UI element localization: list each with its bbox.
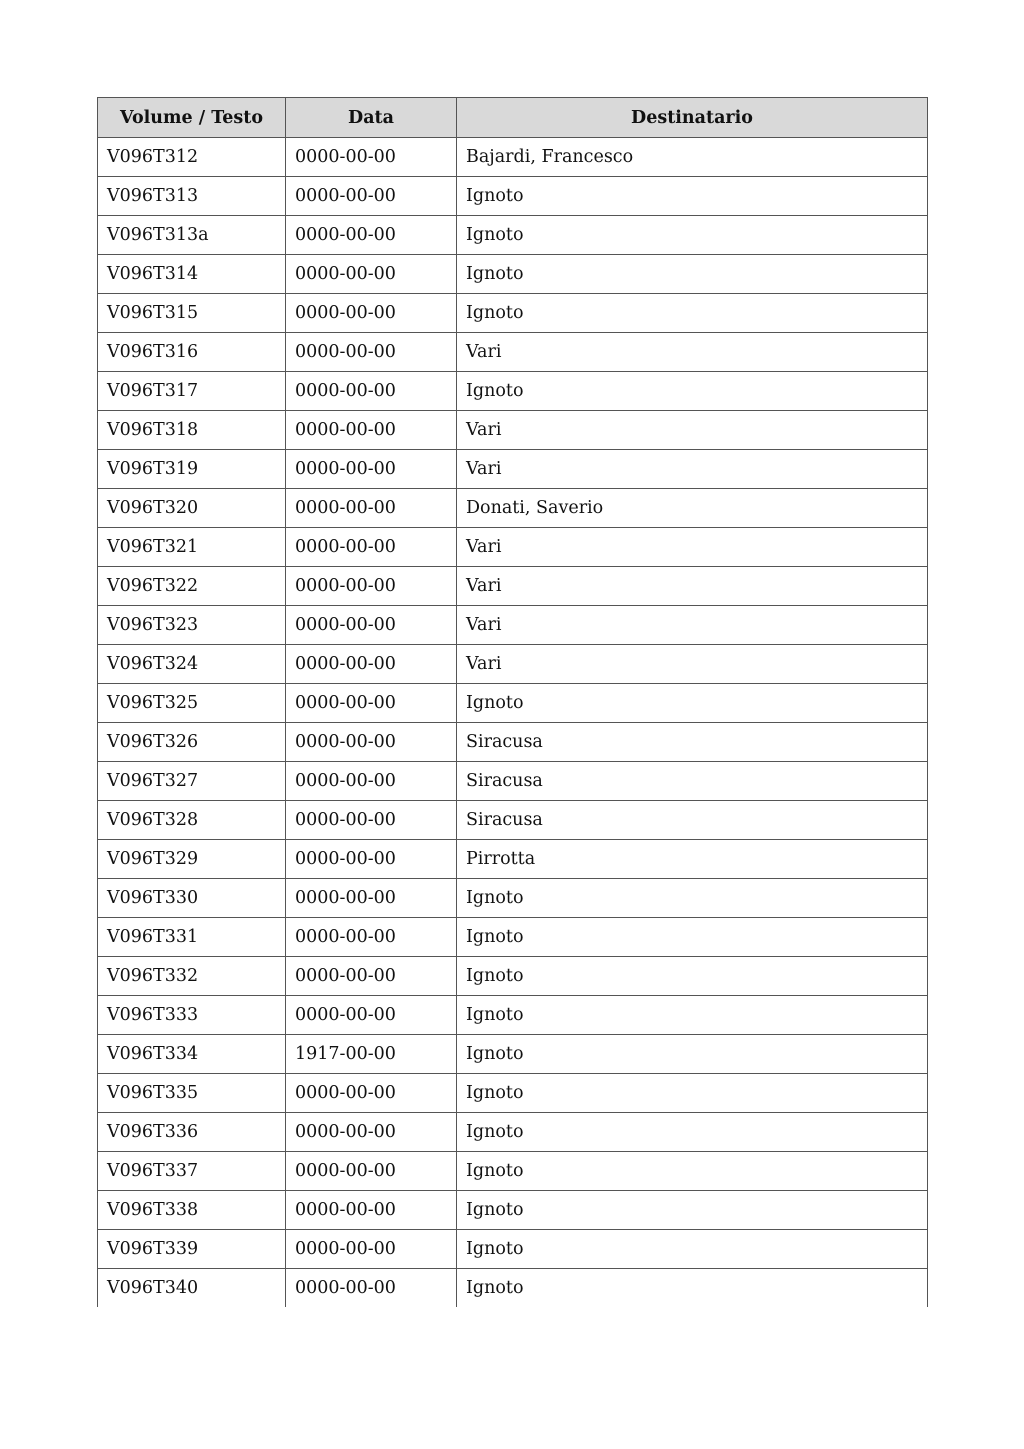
cell-data: 0000-00-00	[286, 723, 457, 762]
cell-data: 0000-00-00	[286, 567, 457, 606]
cell-volume-testo: V096T313a	[98, 216, 286, 255]
cell-destinatario: Ignoto	[457, 1074, 928, 1113]
cell-destinatario: Ignoto	[457, 294, 928, 333]
cell-data: 0000-00-00	[286, 801, 457, 840]
table-row	[98, 255, 928, 294]
cell-data: 0000-00-00	[286, 489, 457, 528]
cell-data: 0000-00-00	[286, 879, 457, 918]
table-row	[98, 1269, 928, 1308]
column-header-volume-testo: Volume / Testo	[98, 98, 286, 138]
cell-destinatario: Vari	[457, 450, 928, 489]
table-row	[98, 567, 928, 606]
cell-data: 0000-00-00	[286, 996, 457, 1035]
cell-data: 0000-00-00	[286, 177, 457, 216]
cell-volume-testo: V096T314	[98, 255, 286, 294]
cell-data: 0000-00-00	[286, 1152, 457, 1191]
cell-destinatario: Ignoto	[457, 216, 928, 255]
table-row	[98, 801, 928, 840]
table-row	[98, 606, 928, 645]
cell-destinatario: Ignoto	[457, 996, 928, 1035]
table-row	[98, 294, 928, 333]
cell-data: 0000-00-00	[286, 528, 457, 567]
cell-volume-testo: V096T323	[98, 606, 286, 645]
table-row	[98, 645, 928, 684]
cell-destinatario: Ignoto	[457, 1269, 928, 1308]
cell-volume-testo: V096T321	[98, 528, 286, 567]
table-row	[98, 1035, 928, 1074]
cell-volume-testo: V096T328	[98, 801, 286, 840]
cell-volume-testo: V096T334	[98, 1035, 286, 1074]
cell-data: 0000-00-00	[286, 333, 457, 372]
cell-destinatario: Ignoto	[457, 1230, 928, 1269]
cell-volume-testo: V096T339	[98, 1230, 286, 1269]
table-row	[98, 918, 928, 957]
cell-data: 0000-00-00	[286, 762, 457, 801]
cell-destinatario: Ignoto	[457, 918, 928, 957]
table-row	[98, 333, 928, 372]
cell-destinatario: Bajardi, Francesco	[457, 138, 928, 177]
cell-destinatario: Ignoto	[457, 177, 928, 216]
table-header	[98, 98, 928, 138]
table-row	[98, 450, 928, 489]
cell-data: 0000-00-00	[286, 918, 457, 957]
cell-data: 0000-00-00	[286, 684, 457, 723]
cell-destinatario: Ignoto	[457, 1113, 928, 1152]
table-body	[98, 138, 928, 1308]
cell-destinatario: Vari	[457, 333, 928, 372]
cell-data: 0000-00-00	[286, 1269, 457, 1308]
cell-data: 0000-00-00	[286, 1113, 457, 1152]
cell-data: 0000-00-00	[286, 138, 457, 177]
cell-destinatario: Siracusa	[457, 801, 928, 840]
cell-destinatario: Donati, Saverio	[457, 489, 928, 528]
cell-volume-testo: V096T330	[98, 879, 286, 918]
table-row	[98, 1113, 928, 1152]
table-row	[98, 879, 928, 918]
cell-data: 0000-00-00	[286, 1074, 457, 1113]
cell-volume-testo: V096T313	[98, 177, 286, 216]
table-row	[98, 1152, 928, 1191]
cell-volume-testo: V096T331	[98, 918, 286, 957]
cell-destinatario: Ignoto	[457, 684, 928, 723]
cell-data: 0000-00-00	[286, 645, 457, 684]
cell-volume-testo: V096T324	[98, 645, 286, 684]
cell-volume-testo: V096T312	[98, 138, 286, 177]
table-row	[98, 996, 928, 1035]
column-header-data: Data	[286, 98, 457, 138]
cell-destinatario: Ignoto	[457, 957, 928, 996]
table-row	[98, 138, 928, 177]
cell-data: 0000-00-00	[286, 606, 457, 645]
cell-volume-testo: V096T326	[98, 723, 286, 762]
table-row	[98, 684, 928, 723]
cell-destinatario: Ignoto	[457, 1152, 928, 1191]
table-row	[98, 723, 928, 762]
cell-destinatario: Ignoto	[457, 372, 928, 411]
cell-destinatario: Ignoto	[457, 255, 928, 294]
cell-volume-testo: V096T336	[98, 1113, 286, 1152]
cell-destinatario: Pirrotta	[457, 840, 928, 879]
table-row	[98, 216, 928, 255]
cell-volume-testo: V096T340	[98, 1269, 286, 1308]
cell-volume-testo: V096T315	[98, 294, 286, 333]
cell-data: 0000-00-00	[286, 216, 457, 255]
cell-destinatario: Ignoto	[457, 879, 928, 918]
cell-destinatario: Vari	[457, 606, 928, 645]
cell-data: 0000-00-00	[286, 411, 457, 450]
cell-destinatario: Vari	[457, 645, 928, 684]
cell-destinatario: Vari	[457, 411, 928, 450]
header-row	[98, 98, 928, 138]
cell-destinatario: Vari	[457, 528, 928, 567]
cell-data: 0000-00-00	[286, 1191, 457, 1230]
cell-data: 0000-00-00	[286, 294, 457, 333]
table-row	[98, 762, 928, 801]
column-header-destinatario: Destinatario	[457, 98, 928, 138]
cell-volume-testo: V096T317	[98, 372, 286, 411]
cell-volume-testo: V096T333	[98, 996, 286, 1035]
cell-destinatario: Ignoto	[457, 1035, 928, 1074]
table-row	[98, 372, 928, 411]
cell-volume-testo: V096T329	[98, 840, 286, 879]
cell-volume-testo: V096T320	[98, 489, 286, 528]
cell-data: 0000-00-00	[286, 372, 457, 411]
cell-destinatario: Siracusa	[457, 723, 928, 762]
cell-volume-testo: V096T325	[98, 684, 286, 723]
table-row	[98, 411, 928, 450]
table-row	[98, 489, 928, 528]
table-row	[98, 177, 928, 216]
cell-destinatario: Siracusa	[457, 762, 928, 801]
cell-volume-testo: V096T332	[98, 957, 286, 996]
cell-volume-testo: V096T319	[98, 450, 286, 489]
cell-data: 0000-00-00	[286, 957, 457, 996]
table-row	[98, 528, 928, 567]
table-row	[98, 1230, 928, 1269]
cell-volume-testo: V096T316	[98, 333, 286, 372]
cell-data: 0000-00-00	[286, 450, 457, 489]
cell-data: 0000-00-00	[286, 840, 457, 879]
table-row	[98, 957, 928, 996]
cell-data: 1917-00-00	[286, 1035, 457, 1074]
cell-data: 0000-00-00	[286, 1230, 457, 1269]
cell-volume-testo: V096T335	[98, 1074, 286, 1113]
cell-volume-testo: V096T322	[98, 567, 286, 606]
cell-data: 0000-00-00	[286, 255, 457, 294]
cell-volume-testo: V096T337	[98, 1152, 286, 1191]
table-row	[98, 1191, 928, 1230]
table-row	[98, 840, 928, 879]
cell-volume-testo: V096T338	[98, 1191, 286, 1230]
cell-destinatario: Ignoto	[457, 1191, 928, 1230]
cell-volume-testo: V096T327	[98, 762, 286, 801]
cell-volume-testo: V096T318	[98, 411, 286, 450]
letters-table	[97, 97, 928, 1307]
cell-destinatario: Vari	[457, 567, 928, 606]
table-row	[98, 1074, 928, 1113]
